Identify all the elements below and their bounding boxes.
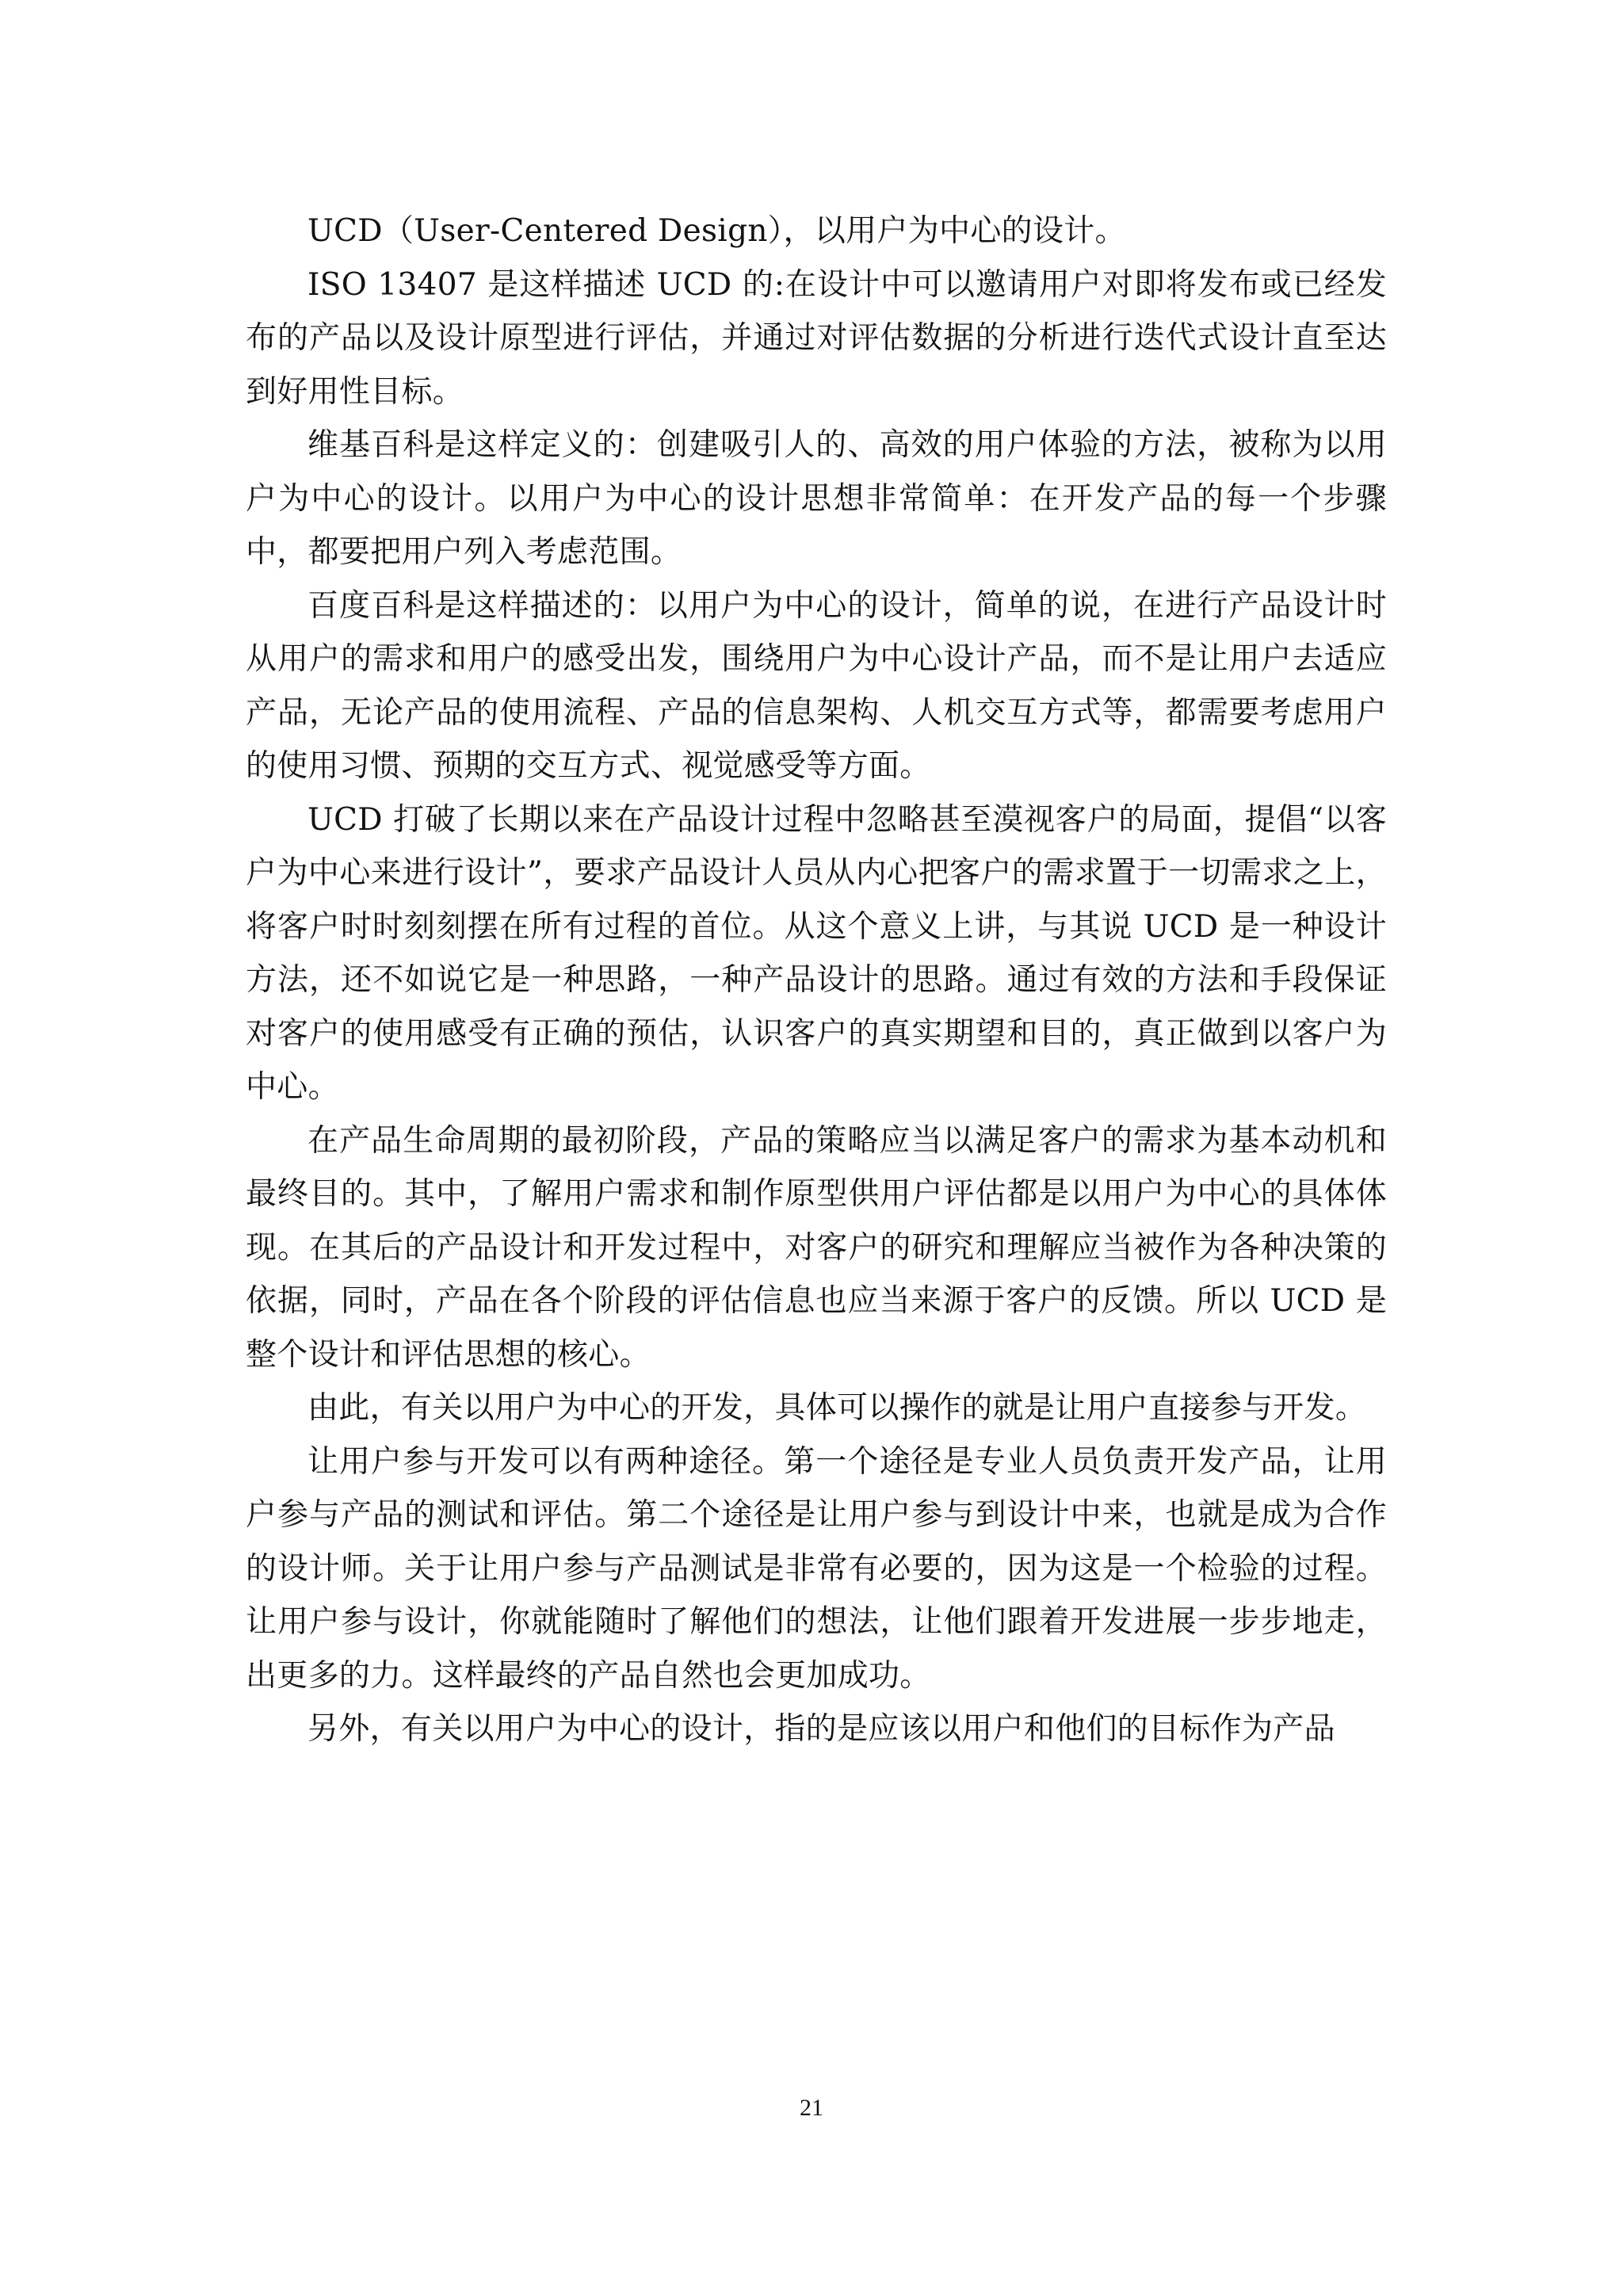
paragraph-user-goals: 另外，有关以用户为中心的设计，指的是应该以用户和他们的目标作为产品: [307, 1711, 1335, 1747]
paragraph-ucd-definition: UCD（User-Centered Design），以用户为中心的设计。: [307, 213, 1126, 249]
paragraph-ucd-customer-centered: UCD 打破了长期以来在产品设计过程中忽略甚至漠视客户的局面，提倡“以客户为中心来进行设计”，要求产品设计人员从内心把客户的需求置于一切需求之上，将客户时时刻刻摆在所有过程的首位。从这个意义上讲，与其说 UCD 是一种设计方法，还不如说它是一种思路，一种产品设计的思路。通过有效的方法和手段保证对客户的使用感受有正确的预估，认识客户的真实期望和目的，真正做到以客户为中心。: [246, 801, 1387, 1105]
paragraph-iso-13407: ISO 13407 是这样描述 UCD 的:在设计中可以邀请用户对即将发布或已经发布的产品以及设计原型进行评估，并通过对评估数据的分析进行迭代式设计直至达到好用性目标。: [246, 266, 1387, 410]
paragraph-baidu-baike: 百度百科是这样描述的：以用户为中心的设计，简单的说，在进行产品设计时从用户的需求和用户的感受出发，围绕用户为中心设计产品，而不是让用户去适应产品，无论产品的使用流程、产品的信息架构、人机交互方式等，都需要考虑用户的使用习惯、预期的交互方式、视觉感受等方面。: [246, 587, 1387, 784]
paragraph-two-approaches: 让用户参与开发可以有两种途径。第一个途径是专业人员负责开发产品，让用户参与产品的测试和评估。第二个途径是让用户参与到设计中来，也就是成为合作的设计师。关于让用户参与产品测试是非常有必要的，因为这是一个检验的过程。让用户参与设计，你就能随时了解他们的想法，让他们跟着开发进展一步步地走，出更多的力。这样最终的产品自然也会更加成功。: [246, 1443, 1387, 1694]
paragraph-product-lifecycle: 在产品生命周期的最初阶段，产品的策略应当以满足客户的需求为基本动机和最终目的。其中，了解用户需求和制作原型供用户评估都是以用户为中心的具体体现。在其后的产品设计和开发过程中，对客户的研究和理解应当被作为各种决策的依据，同时，产品在各个阶段的评估信息也应当来源于客户的反馈。所以 UCD 是整个设计和评估思想的核心。: [246, 1122, 1387, 1373]
body-text: [246, 204, 1387, 1756]
paragraph-wikipedia: 维基百科是这样定义的：创建吸引人的、高效的用户体验的方法，被称为以用户为中心的设计。以用户为中心的设计思想非常简单：在开发产品的每一个步骤中，都要把用户列入考虑范围。: [246, 427, 1387, 570]
paragraph-user-participation: 由此，有关以用户为中心的开发，具体可以操作的就是让用户直接参与开发。: [307, 1390, 1367, 1426]
page-number: 21: [800, 2095, 823, 2121]
